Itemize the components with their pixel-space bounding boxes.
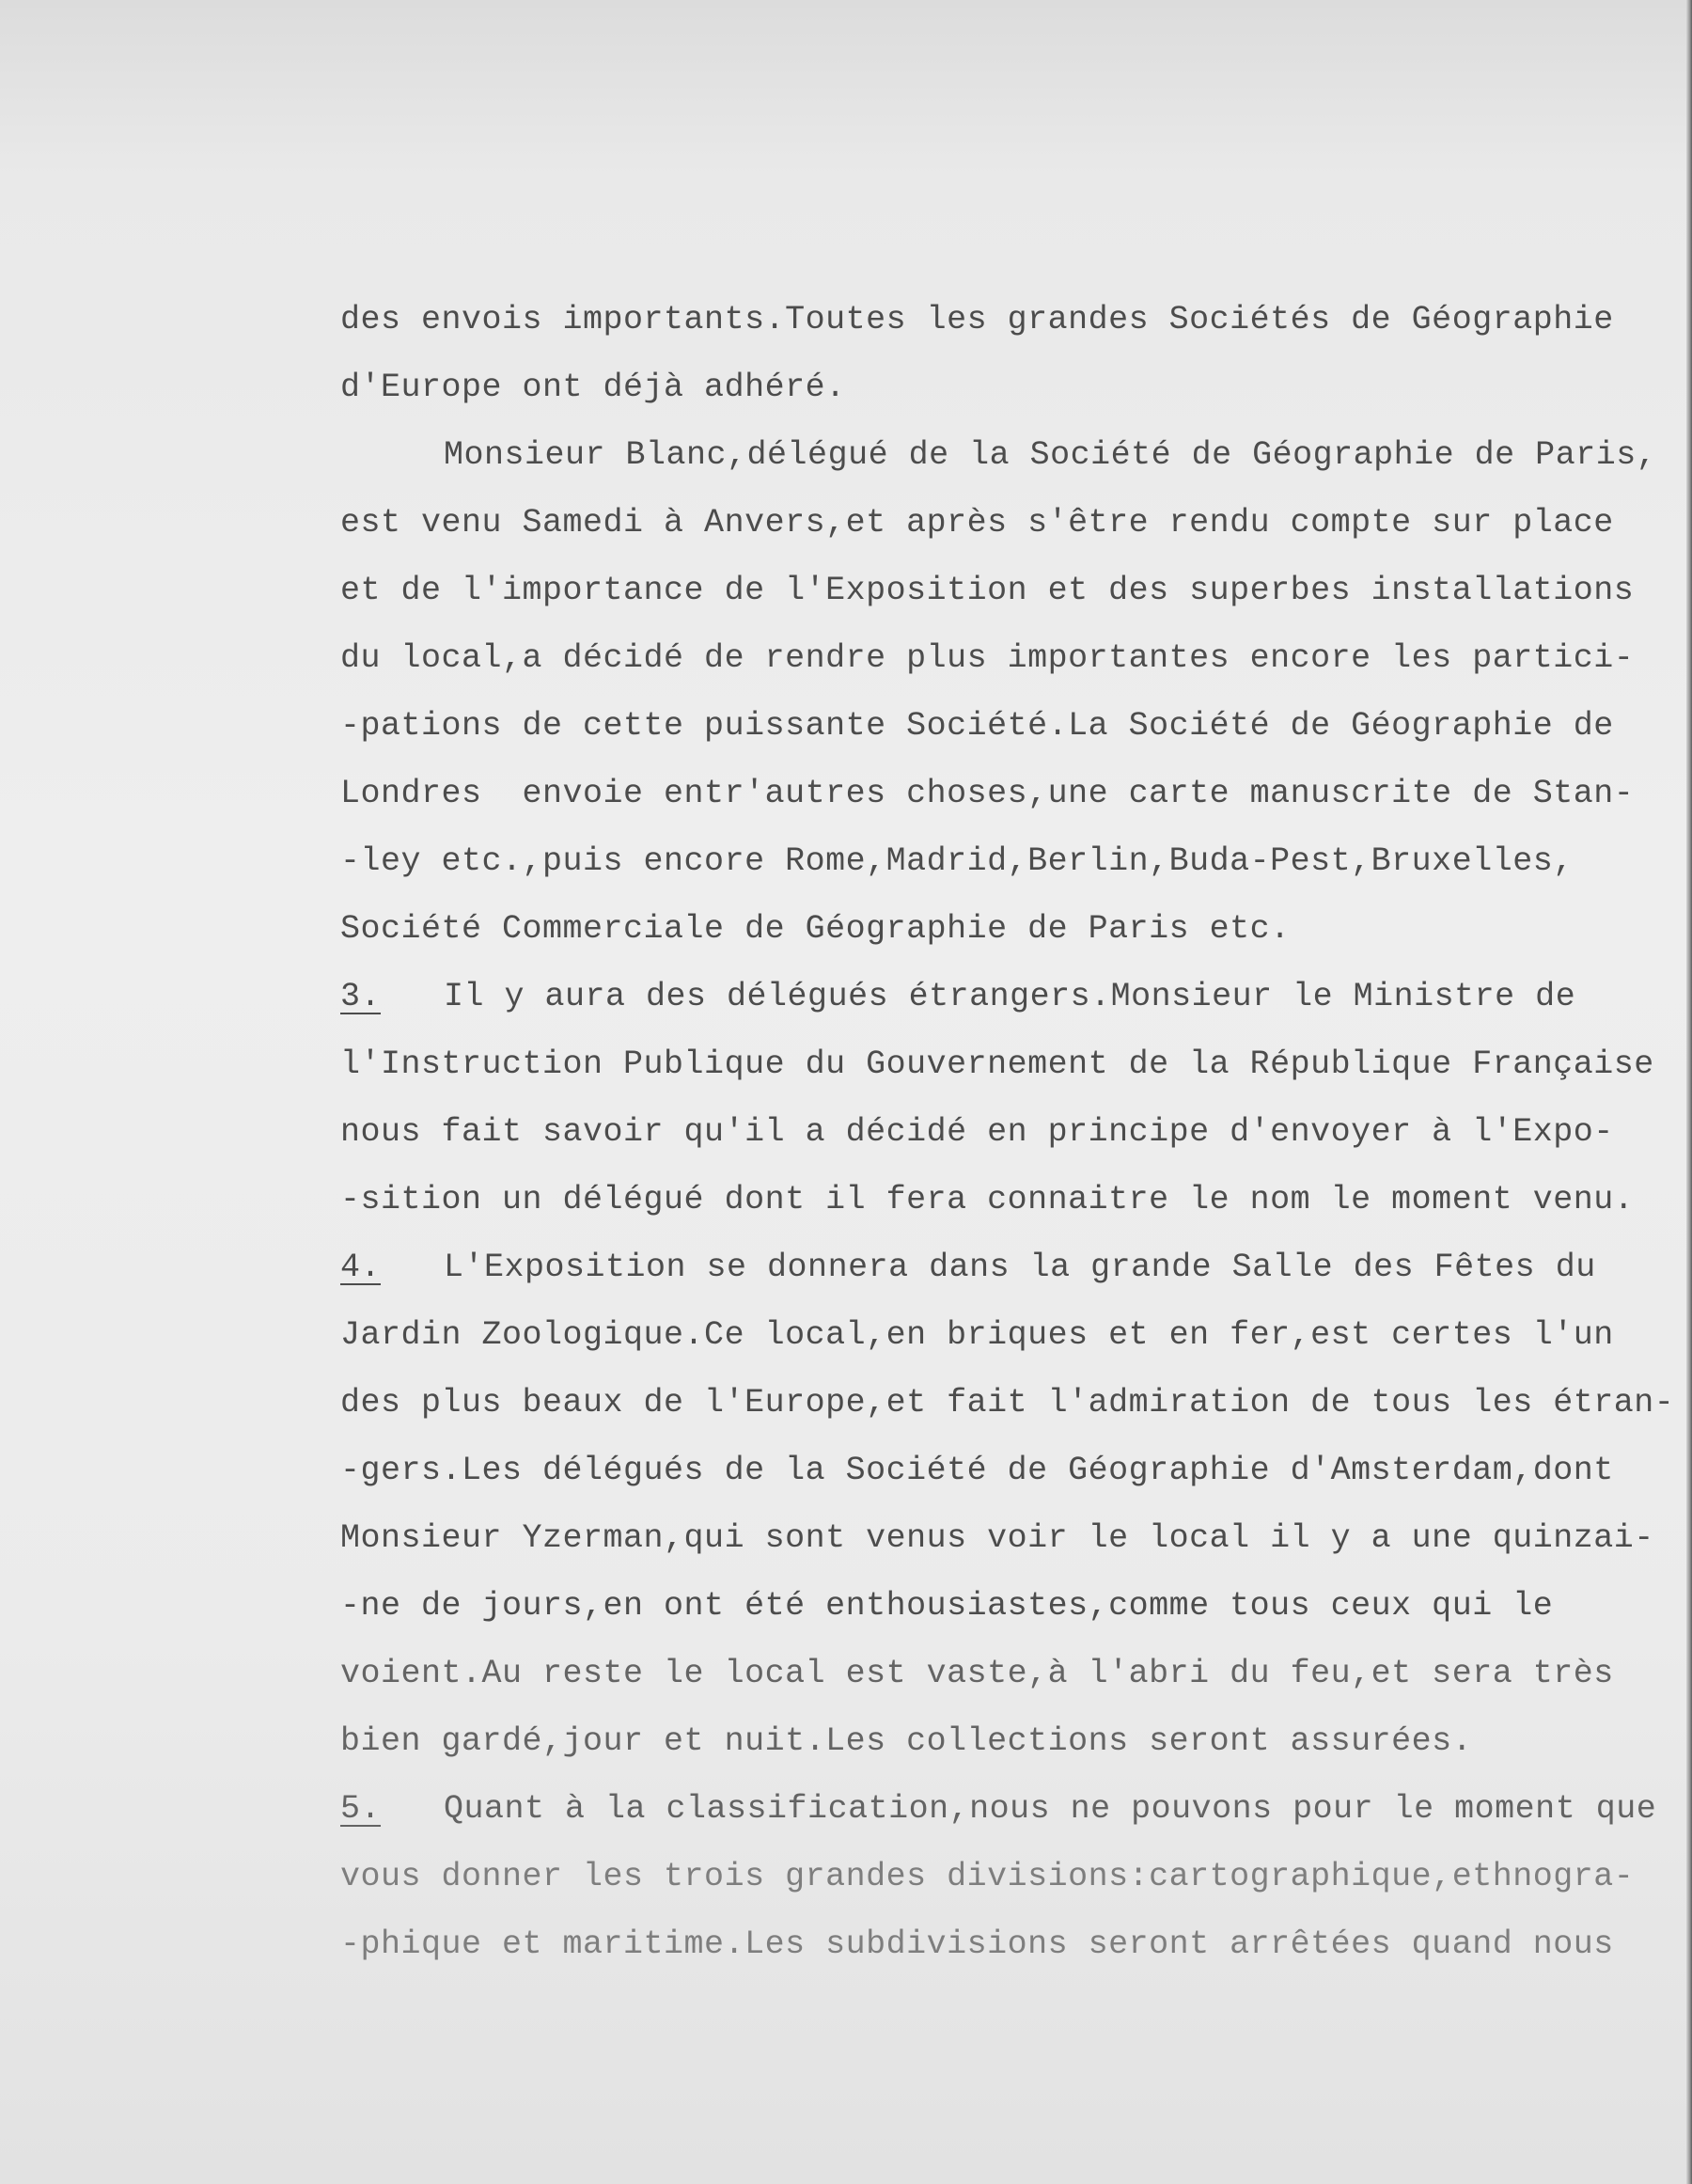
section-number: 4.: [340, 1249, 382, 1286]
section-number: 3.: [340, 978, 382, 1015]
numbered-paragraph-line: [340, 970, 1656, 1038]
text-line: -ne de jours,en ont été enthousiastes,comme tous ceux qui le: [340, 1587, 1554, 1625]
text-line: des envois importants.Toutes les grandes Sociétés de Géographie: [340, 301, 1614, 338]
text-line: L'Exposition se donnera dans la grande Salle des Fêtes du: [444, 1249, 1596, 1286]
text-line: Londres envoie entr'autres choses,une carte manuscrite de Stan-: [340, 775, 1635, 812]
text-line: -ley etc.,puis encore Rome,Madrid,Berlin,Buda-Pest,Bruxelles,: [340, 842, 1574, 880]
text-line: l'Instruction Publique du Gouvernement de la République Française: [340, 1045, 1654, 1083]
text-line: Jardin Zoologique.Ce local,en briques et en fer,est certes l'un: [340, 1316, 1614, 1354]
text-line: Quant à la classification,nous ne pouvons pour le moment que: [444, 1790, 1657, 1828]
text-line: Il y aura des délégués étrangers.Monsieur le Ministre de: [444, 978, 1576, 1015]
text-line: d'Europe ont déjà adhéré.: [340, 369, 846, 406]
page-edge-shadow: [1686, 0, 1692, 2184]
numbered-paragraph-line: [340, 1783, 1656, 1850]
text-line: voient.Au reste le local est vaste,à l'abri du feu,et sera très: [340, 1655, 1614, 1692]
section-number: 5.: [340, 1790, 382, 1828]
text-line: du local,a décidé de rendre plus importantes encore les partici-: [340, 639, 1635, 677]
text-line: -phique et maritime.Les subdivisions seront arrêtées quand nous: [340, 1925, 1614, 1963]
text-line: est venu Samedi à Anvers,et après s'être rendu compte sur place: [340, 504, 1614, 542]
text-line: et de l'importance de l'Exposition et des superbes installations: [340, 572, 1635, 609]
text-line: nous fait savoir qu'il a décidé en principe d'envoyer à l'Expo-: [340, 1113, 1614, 1151]
paragraph-start-line: Monsieur Blanc,délégué de la Société de Géographie de Paris,: [444, 436, 1657, 474]
text-line: vous donner les trois grandes divisions:cartographique,ethnogra-: [340, 1858, 1635, 1895]
text-line: -pations de cette puissante Société.La Société de Géographie de: [340, 707, 1614, 745]
text-line: Société Commerciale de Géographie de Paris etc.: [340, 910, 1291, 948]
typed-text-block: [340, 293, 1675, 1986]
text-line: Monsieur Yzerman,qui sont venus voir le local il y a une quinzai-: [340, 1519, 1654, 1557]
text-line: -sition un délégué dont il fera connaitre le nom le moment venu.: [340, 1181, 1635, 1218]
numbered-paragraph-line: [340, 1241, 1656, 1309]
text-line: -gers.Les délégués de la Société de Géographie d'Amsterdam,dont: [340, 1452, 1614, 1489]
text-line: bien gardé,jour et nuit.Les collections seront assurées.: [340, 1722, 1473, 1760]
text-line: des plus beaux de l'Europe,et fait l'admiration de tous les étran-: [340, 1384, 1675, 1422]
